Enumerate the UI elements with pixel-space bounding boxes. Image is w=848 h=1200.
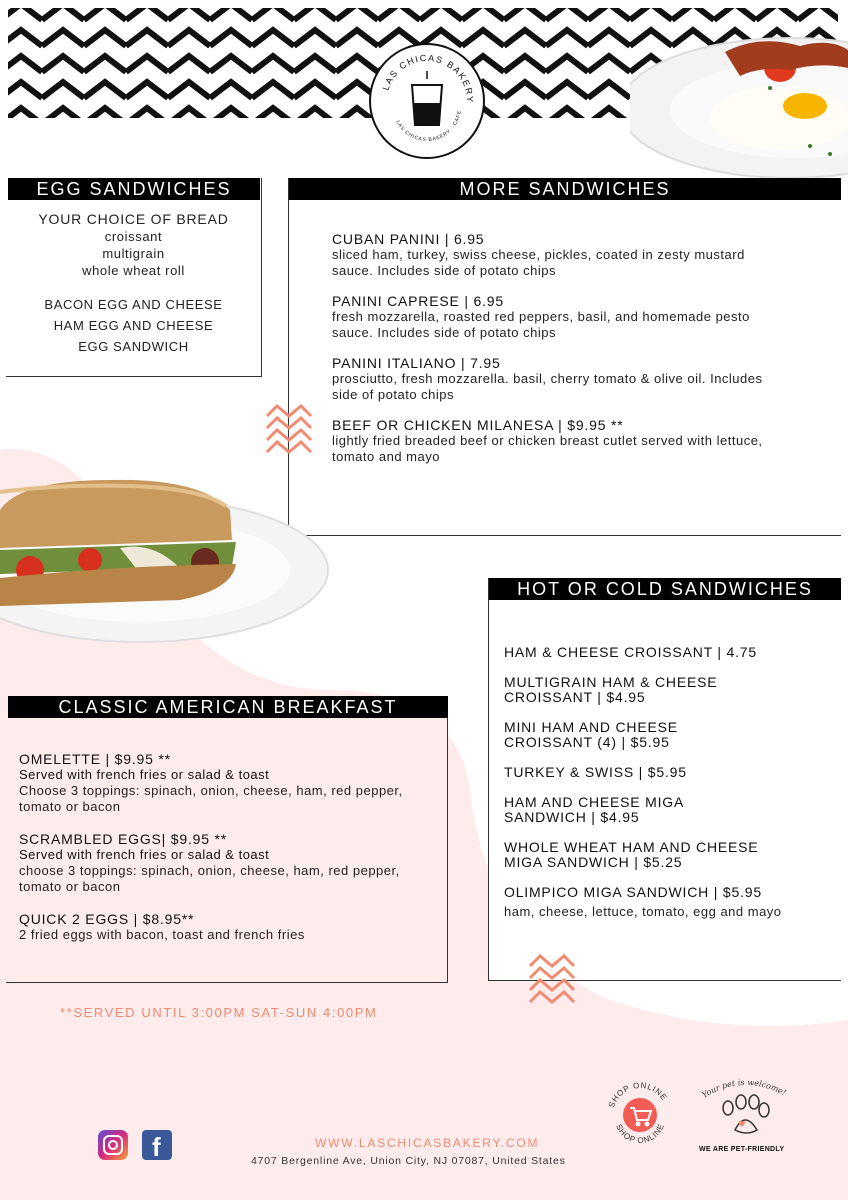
hot-cold-list (504, 645, 824, 920)
item-subtitle: Served with french fries or salad & toast (19, 767, 270, 782)
item-description: lightly fried breaded beef or chicken breast cutlet served with lettuce, tomato and mayo (332, 433, 763, 464)
item-description: prosciutto, fresh mozzarella. basil, cherry tomato & olive oil. Includes side of potato chips (332, 371, 763, 402)
website-link[interactable]: WWW.LASCHICASBAKERY.COM (315, 1136, 540, 1150)
egg-sandwiches-heading: EGG SANDWICHES (8, 178, 260, 200)
item-description: sliced ham, turkey, swiss cheese, pickles, coated in zesty mustard sauce. Includes side of potato chips (332, 247, 745, 278)
menu-item: HAM & CHEESE CROISSANT | 4.75 (504, 644, 757, 660)
egg-sandwiches-list (6, 211, 261, 357)
classic-breakfast-heading: CLASSIC AMERICAN BREAKFAST (8, 696, 448, 718)
menu-item: BACON EGG AND CHEESE (44, 297, 223, 312)
menu-item: WHOLE WHEAT HAM AND CHEESE MIGA SANDWICH | $5.25 (504, 839, 759, 870)
item-description: Choose 3 toppings: spinach, onion, cheese, ham, red pepper, tomato or bacon (19, 783, 403, 814)
svg-text:LAS CHICAS BAKERY (381, 53, 476, 104)
address-text: 4707 Bergenline Ave, Union City, NJ 07087, United States (251, 1155, 566, 1167)
chevron-pattern-icon (528, 952, 576, 1008)
eggs-plate-image (630, 28, 848, 188)
facebook-icon[interactable]: f (142, 1130, 172, 1160)
logo-subtext: LAS CHICAS BAKERY · CAFE (394, 109, 463, 144)
bread-option: multigrain (102, 246, 165, 261)
shop-online-text: SHOP ONLINE (614, 1122, 667, 1146)
shop-online-badge[interactable] (605, 1080, 675, 1150)
logo-text: LAS CHICAS BAKERY (380, 52, 476, 104)
logo (369, 43, 485, 159)
menu-item: MINI HAM AND CHEESE CROISSANT (4) | $5.95 (504, 719, 678, 750)
more-sandwiches-heading: MORE SANDWICHES (289, 178, 841, 200)
item-title: OLIMPICO MIGA SANDWICH | $5.95 (504, 884, 762, 900)
chevron-pattern-icon (265, 402, 313, 458)
menu-item (19, 911, 429, 943)
item-description: 2 fried eggs with bacon, toast and french fries (19, 927, 305, 942)
item-title: QUICK 2 EGGS | $8.95** (19, 911, 195, 927)
menu-item: MULTIGRAIN HAM & CHEESE CROISSANT | $4.95 (504, 674, 718, 705)
item-description: ham, cheese, lettuce, tomato, egg and mayo (504, 904, 782, 919)
menu-item (332, 355, 772, 403)
sandwich-plate-image (0, 470, 330, 650)
item-title: BEEF OR CHICKEN MILANESA | $9.95 ** (332, 417, 624, 433)
menu-item: EGG SANDWICH (78, 339, 189, 354)
hot-cold-sandwiches-heading: HOT OR COLD SANDWICHES (489, 578, 841, 600)
menu-item (332, 293, 772, 341)
classic-breakfast-list (19, 751, 429, 957)
pet-friendly-badge (695, 1078, 790, 1158)
menu-item: HAM EGG AND CHEESE (53, 318, 214, 333)
item-title: SCRAMBLED EGGS| $9.95 ** (19, 831, 228, 847)
item-title: PANINI ITALIANO | 7.95 (332, 355, 501, 371)
menu-item (332, 231, 772, 279)
cup-icon (412, 71, 442, 125)
bread-option: whole wheat roll (82, 263, 185, 278)
bread-title: YOUR CHOICE OF BREAD (38, 211, 229, 227)
menu-item: TURKEY & SWISS | $5.95 (504, 764, 687, 780)
more-sandwiches-list (332, 231, 772, 479)
pet-script-text: Your pet is welcome! (700, 1078, 788, 1100)
item-title: CUBAN PANINI | 6.95 (332, 231, 485, 247)
item-title: PANINI CAPRESE | 6.95 (332, 293, 504, 309)
menu-item (504, 885, 824, 920)
pet-friendly-label: WE ARE PET-FRIENDLY (699, 1146, 785, 1153)
item-subtitle: Served with french fries or salad & toast (19, 847, 270, 862)
served-until-note: **SERVED UNTIL 3:00PM SAT-SUN 4:00PM (60, 1005, 378, 1020)
menu-item (19, 831, 429, 895)
menu-item (332, 417, 772, 465)
item-title: OMELETTE | $9.95 ** (19, 751, 171, 767)
item-description: fresh mozzarella, roasted red peppers, basil, and homemade pesto sauce. Includes side of potato chips (332, 309, 750, 340)
item-description: choose 3 toppings: spinach, onion, cheese, ham, red pepper, tomato or bacon (19, 863, 400, 894)
bread-option: croissant (104, 229, 163, 244)
instagram-icon[interactable] (98, 1130, 128, 1160)
menu-item (19, 751, 429, 815)
menu-item: HAM AND CHEESE MIGA SANDWICH | $4.95 (504, 794, 684, 825)
shop-online-text: SHOP ONLINE (607, 1080, 669, 1109)
paw-icon (723, 1095, 769, 1133)
